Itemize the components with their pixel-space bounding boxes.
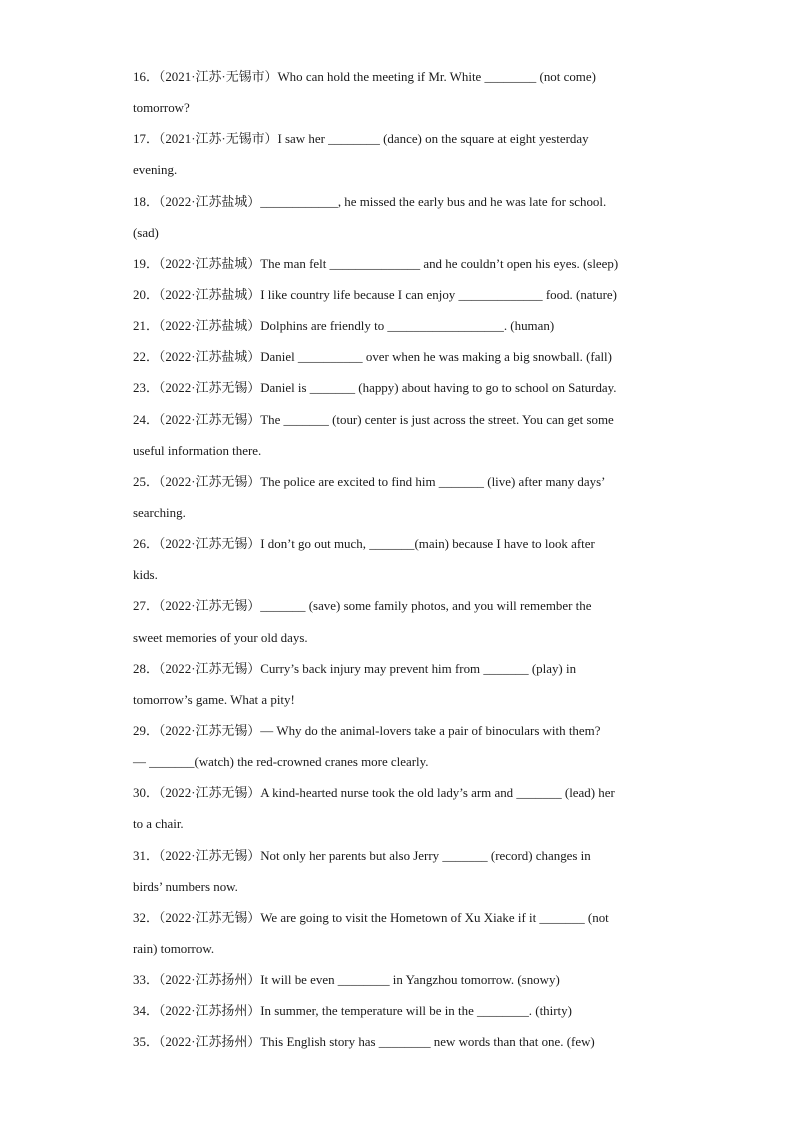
question-line: 24．（2022·江苏无锡）The _______ (tour) center is just across the street. You can get some [133, 411, 614, 427]
question-line: 17．（2021·江苏·无锡市）I saw her ________ (dance) on the square at eight yesterday [133, 131, 589, 147]
question-continuation-line: — _______(watch) the red-crowned cranes more clearly. [133, 754, 429, 770]
question-line: 21．（2022·江苏盐城）Dolphins are friendly to __________________. (human) [133, 318, 555, 334]
question-item [133, 715, 663, 777]
question-item [133, 186, 663, 248]
question-item [133, 902, 663, 964]
question-item [133, 840, 663, 902]
question-line: 30．（2022·江苏无锡）A kind-hearted nurse took the old lady’s arm and _______ (lead) her [133, 785, 615, 801]
question-item [133, 653, 663, 715]
question-continuation-line: sweet memories of your old days. [133, 629, 308, 645]
question-continuation-line: useful information there. [133, 442, 262, 458]
question-line: 22．（2022·江苏盐城）Daniel __________ over when he was making a big snowball. (fall) [133, 349, 612, 365]
question-line: 16．（2021·江苏·无锡市）Who can hold the meeting if Mr. White ________ (not come) [133, 69, 596, 84]
question-item [133, 279, 663, 310]
question-item [133, 310, 663, 341]
question-continuation-line: to a chair. [133, 816, 184, 832]
question-continuation-line: rain) tomorrow. [133, 940, 215, 956]
question-line: 31．（2022·江苏无锡）Not only her parents but also Jerry _______ (record) changes in [133, 847, 591, 863]
question-line: 35．（2022·江苏扬州）This English story has ________ new words than that one. (few) [133, 1034, 595, 1050]
question-item [133, 123, 663, 185]
question-continuation-line: birds’ numbers now. [133, 878, 238, 894]
question-line: 19．（2022·江苏盐城）The man felt ______________ and he couldn’t open his eyes. (sleep) [133, 255, 619, 271]
question-item [133, 61, 663, 123]
question-continuation-line: (sad) [133, 224, 159, 240]
question-continuation-line: tomorrow? [133, 100, 190, 116]
question-list [133, 61, 663, 1058]
question-item [133, 964, 663, 995]
question-line: 20．（2022·江苏盐城）I like country life because I can enjoy _____________ food. (nature) [133, 286, 617, 302]
question-line: 28．（2022·江苏无锡）Curry’s back injury may prevent him from _______ (play) in [133, 660, 577, 676]
question-item [133, 528, 663, 590]
question-continuation-line: tomorrow’s game. What a pity! [133, 691, 295, 707]
question-line: 25．（2022·江苏无锡）The police are excited to find him _______ (live) after many days’ [133, 473, 606, 489]
question-line: 29．（2022·江苏无锡）— Why do the animal-lovers take a pair of binoculars with them? [133, 722, 601, 738]
question-continuation-line: evening. [133, 162, 178, 178]
question-item [133, 404, 663, 466]
question-item [133, 466, 663, 528]
question-line: 34．（2022·江苏扬州）In summer, the temperature will be in the ________. (thirty) [133, 1003, 572, 1019]
question-line: 26．（2022·江苏无锡）I don’t go out much, _______(main) because I have to look after [133, 536, 595, 552]
question-item [133, 590, 663, 652]
question-continuation-line: searching. [133, 504, 186, 520]
question-item [133, 248, 663, 279]
question-item [133, 995, 663, 1026]
question-item [133, 372, 663, 403]
question-line: 18．（2022·江苏盐城）____________, he missed the early bus and he was late for school. [133, 193, 607, 209]
question-item [133, 341, 663, 372]
question-item [133, 1026, 663, 1057]
question-continuation-line: kids. [133, 567, 158, 583]
question-line: 23．（2022·江苏无锡）Daniel is _______ (happy) about having to go to school on Saturday. [133, 380, 617, 396]
question-line: 27．（2022·江苏无锡）_______ (save) some family photos, and you will remember the [133, 598, 592, 614]
question-item [133, 777, 663, 839]
question-line: 32．（2022·江苏无锡）We are going to visit the Hometown of Xu Xiake if it _______ (not [133, 909, 609, 925]
question-line: 33．（2022·江苏扬州）It will be even ________ in Yangzhou tomorrow. (snowy) [133, 972, 560, 988]
